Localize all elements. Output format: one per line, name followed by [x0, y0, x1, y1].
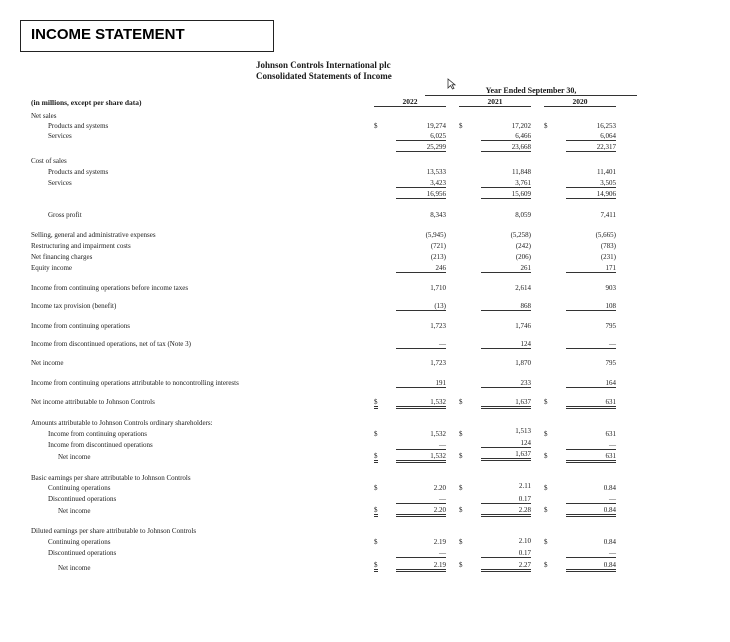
value: 13,533: [426, 168, 446, 176]
label-net-sales: Net sales: [31, 112, 57, 120]
value: —: [566, 441, 616, 450]
value: 1,532: [396, 452, 446, 463]
value: 11,848: [512, 168, 531, 176]
value: 0.84: [566, 506, 616, 517]
value: (783): [600, 242, 616, 250]
label-net-income: Net income: [31, 359, 64, 367]
value: 1,746: [515, 322, 531, 330]
value: 2.10: [518, 537, 531, 545]
value: (721): [430, 242, 446, 250]
value: 0.17: [481, 549, 531, 558]
label-basic-disc: Discontinued operations: [48, 495, 117, 503]
dollar-sign: $: [374, 484, 378, 492]
value: —: [396, 495, 446, 504]
value: 2.28: [481, 506, 531, 517]
value: 868: [481, 302, 531, 311]
value: 16,956: [396, 190, 446, 199]
value: 631: [566, 398, 616, 409]
value: —: [566, 495, 616, 504]
value: 191: [396, 379, 446, 388]
label-basic-eps: Basic earnings per share attributable to Johnson Controls: [31, 474, 191, 482]
value: (5,665): [595, 231, 616, 239]
label-basic-net: Net income: [58, 507, 91, 515]
value: (13): [396, 302, 446, 311]
value: 2.20: [396, 506, 446, 517]
value: 1,637: [481, 398, 531, 409]
value: —: [566, 340, 616, 349]
dollar-sign: $: [459, 398, 463, 406]
value: 795: [605, 359, 616, 367]
value: 2.19: [433, 538, 446, 546]
page-title: INCOME STATEMENT: [31, 26, 185, 43]
dollar-sign: $: [374, 452, 378, 463]
value: 1,532: [396, 398, 446, 409]
label-sga: Selling, general and administrative expenses: [31, 231, 156, 239]
value: (5,945): [425, 231, 446, 239]
value: 1,723: [430, 359, 446, 367]
label-restructuring: Restructuring and impairment costs: [31, 242, 131, 250]
value: 246: [396, 264, 446, 273]
value: 1,532: [430, 430, 446, 438]
value: 233: [481, 379, 531, 388]
value: 1,513: [515, 427, 531, 435]
dollar-sign: $: [374, 538, 378, 546]
value: 1,723: [430, 322, 446, 330]
dollar-sign: $: [544, 430, 548, 438]
label-amounts-attr: Amounts attributable to Johnson Controls ordinary shareholders:: [31, 419, 213, 427]
dollar-sign: $: [459, 122, 463, 130]
value: (242): [515, 242, 531, 250]
label-tax: Income tax provision (benefit): [31, 302, 117, 310]
dollar-sign: $: [544, 452, 548, 460]
value: 631: [566, 452, 616, 463]
label-income-cont: Income from continuing operations: [31, 322, 130, 330]
label-equity-income: Equity income: [31, 264, 73, 272]
statement-name: Consolidated Statements of Income: [256, 71, 392, 81]
value: 6,064: [566, 132, 616, 141]
label-financing: Net financing charges: [31, 253, 93, 261]
value: 108: [566, 302, 616, 311]
value: 0.84: [603, 538, 616, 546]
value: —: [396, 549, 446, 558]
value: 22,317: [566, 143, 616, 152]
value: 6,025: [396, 132, 446, 141]
dollar-sign: $: [544, 538, 548, 546]
dollar-sign: $: [374, 506, 378, 517]
dollar-sign: $: [374, 122, 378, 130]
value: —: [396, 441, 446, 450]
label-income-before-tax: Income from continuing operations before income taxes: [31, 284, 189, 292]
value: 3,423: [396, 179, 446, 188]
value: 1,637: [481, 450, 531, 461]
value: 8,059: [515, 211, 531, 219]
label-gross-profit: Gross profit: [48, 211, 82, 219]
value: 14,906: [566, 190, 616, 199]
dollar-sign: $: [544, 122, 548, 130]
value: (231): [600, 253, 616, 261]
label-attr-disc: Income from discontinued operations: [48, 441, 153, 449]
label-nci: Income from continuing operations attributable to noncontrolling interests: [31, 379, 239, 387]
value: 6,466: [481, 132, 531, 141]
dollar-sign: $: [459, 561, 463, 569]
dollar-sign: $: [544, 561, 548, 569]
label-diluted-disc: Discontinued operations: [48, 549, 117, 557]
label-cs-products: Products and systems: [48, 168, 109, 176]
value: (213): [430, 253, 446, 261]
value: 0.84: [566, 561, 616, 572]
value: 2.11: [519, 482, 531, 490]
year-2021: 2021: [459, 97, 531, 107]
dollar-sign: $: [459, 430, 463, 438]
dollar-sign: $: [459, 452, 463, 460]
dollar-sign: $: [544, 484, 548, 492]
value: 124: [481, 439, 531, 448]
label-ns-products: Products and systems: [48, 122, 109, 130]
period-header: Year Ended September 30,: [425, 86, 637, 96]
dollar-sign: $: [374, 430, 378, 438]
value: 795: [605, 322, 616, 330]
value: 0.84: [603, 484, 616, 492]
value: 25,299: [396, 143, 446, 152]
label-ns-services: Services: [48, 132, 72, 140]
value: 11,401: [597, 168, 616, 176]
value: 1,870: [515, 359, 531, 367]
year-2020: 2020: [544, 97, 616, 107]
value: 1,710: [430, 284, 446, 292]
value: 17,202: [511, 122, 531, 130]
value: 8,343: [430, 211, 446, 219]
title-box: [20, 20, 274, 52]
label-diluted-cont: Continuing operations: [48, 538, 111, 546]
value: 2,614: [515, 284, 531, 292]
value: 2.20: [433, 484, 446, 492]
dollar-sign: $: [544, 506, 548, 514]
value: 15,609: [481, 190, 531, 199]
dollar-sign: $: [374, 398, 378, 409]
value: 261: [481, 264, 531, 273]
value: (5,258): [510, 231, 531, 239]
value: 631: [605, 430, 616, 438]
value: 2.27: [481, 561, 531, 572]
label-attr-net: Net income: [58, 453, 91, 461]
value: 3,761: [481, 179, 531, 188]
label-cost-of-sales: Cost of sales: [31, 157, 67, 165]
dollar-sign: $: [374, 561, 378, 572]
value: —: [396, 340, 446, 349]
value: 0.17: [481, 495, 531, 504]
label-diluted-net: Net income: [58, 564, 91, 572]
value: 23,668: [481, 143, 531, 152]
value: 16,253: [596, 122, 616, 130]
value: 171: [566, 264, 616, 273]
units-note: (in millions, except per share data): [31, 98, 142, 107]
value: 903: [605, 284, 616, 292]
value: 124: [481, 340, 531, 349]
value: 2.19: [396, 561, 446, 572]
dollar-sign: $: [459, 484, 463, 492]
dollar-sign: $: [544, 398, 548, 406]
label-basic-cont: Continuing operations: [48, 484, 111, 492]
label-income-disc: Income from discontinued operations, net of tax (Note 3): [31, 340, 191, 348]
label-cs-services: Services: [48, 179, 72, 187]
value: 19,274: [426, 122, 446, 130]
value: 3,505: [566, 179, 616, 188]
year-2022: 2022: [374, 97, 446, 107]
label-net-income-jci: Net income attributable to Johnson Controls: [31, 398, 155, 406]
label-diluted-eps: Diluted earnings per share attributable to Johnson Controls: [31, 527, 197, 535]
company-name: Johnson Controls International plc: [256, 60, 391, 70]
company-heading: [256, 60, 392, 82]
dollar-sign: $: [459, 506, 463, 514]
value: 7,411: [600, 211, 616, 219]
value: (206): [515, 253, 531, 261]
dollar-sign: $: [459, 538, 463, 546]
value: 164: [566, 379, 616, 388]
label-attr-cont: Income from continuing operations: [48, 430, 147, 438]
value: —: [566, 549, 616, 558]
